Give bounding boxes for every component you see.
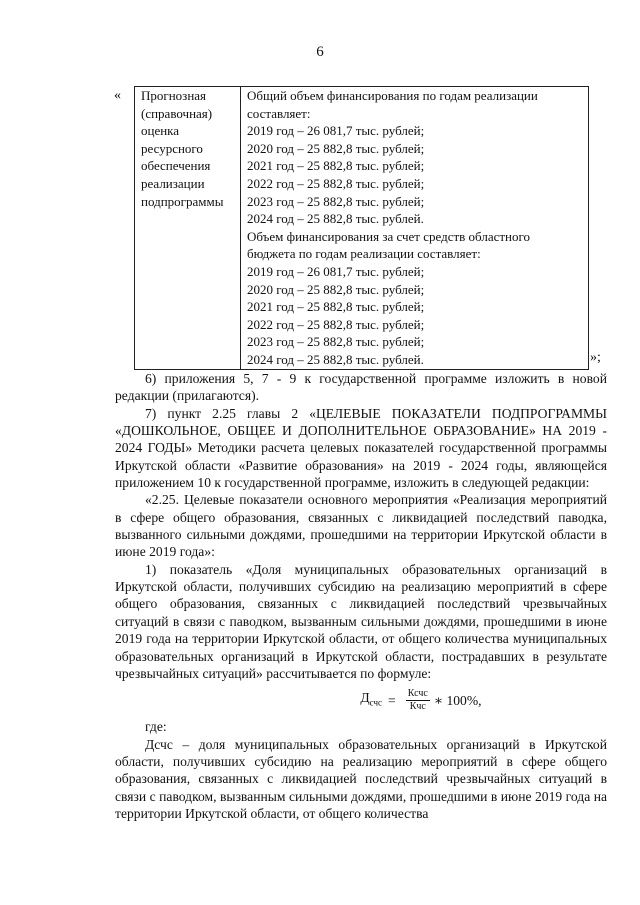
- document-body: [115, 370, 607, 822]
- formula-lhs: $Д_{счс}$: [360, 689, 383, 708]
- paragraph-item-6: 6) приложения 5, 7 - 9 к государственной программе изложить в новой редакции (прилагаются).: [115, 371, 607, 404]
- label-line: реализации: [141, 175, 205, 191]
- table-value-cell: [241, 87, 589, 370]
- closing-quote-mark: »;: [590, 350, 601, 365]
- page-number: 6: [316, 44, 324, 60]
- value-line: 2022 год – 25 882,8 тыс. рублей;: [247, 175, 425, 191]
- label-line: ресурсного: [141, 140, 203, 156]
- label-line: оценка: [141, 123, 180, 139]
- value-line: составляет:: [247, 105, 311, 121]
- value-line: 2024 год – 25 882,8 тыс. рублей.: [247, 211, 424, 227]
- value-line: 2020 год – 25 882,8 тыс. рублей;: [247, 281, 425, 297]
- resource-forecast-table: [134, 86, 589, 370]
- formula: [235, 682, 607, 718]
- formula-equals: =: [388, 692, 396, 708]
- value-line: 2024 год – 25 882,8 тыс. рублей.: [247, 351, 424, 367]
- formula-rhs: ∗ 100%,: [433, 692, 482, 708]
- value-line: 2019 год – 26 081,7 тыс. рублей;: [247, 123, 425, 139]
- paragraph-2-25: «2.25. Целевые показатели основного мероприятия «Реализация мероприятий в сфере общего образования, связанных с ликвидацией последствий паводка, вызванного сильными дождями, прошедшими на территории Иркутской области в июне 2019 года»:: [115, 492, 607, 560]
- paragraph-item-7: 7) пункт 2.25 главы 2 «ЦЕЛЕВЫЕ ПОКАЗАТЕЛИ ПОДПРОГРАММЫ «ДОШКОЛЬНОЕ, ОБЩЕЕ И ДОПОЛНИТЕЛЬНОЕ ОБРАЗОВАНИЕ» НА 2019 - 2024 ГОДЫ» Методики расчета целевых показателей государственной программы Иркутской области «Развитие образования» на 2019 - 2024 годы, являющейся приложением 10 к государственной программе, изложить в следующей редакции:: [115, 405, 607, 491]
- formula-denominator: Кчс: [409, 700, 426, 712]
- formula-numerator: Ксчс: [407, 687, 428, 699]
- value-line: Объем финансирования за счет средств областного: [247, 228, 531, 244]
- paragraph-indicator-1: 1) показатель «Доля муниципальных образовательных организаций в Иркутской области, получивших субсидию на реализацию мероприятий в сфере общего образования, связанных с ликвидацией последствий чрезвычайных ситуаций в связи с паводком, вызванным сильными дождями, прошедшими в июне 2019 года на территории Иркутской области, от общего количества муниципальных образовательных организаций в Иркутской области, пострадавших в результате чрезвычайных ситуаций» рассчитывается по формуле:: [115, 561, 607, 681]
- label-line: подпрограммы: [141, 193, 224, 209]
- opening-quote-mark: «: [114, 88, 121, 103]
- value-line: 2022 год – 25 882,8 тыс. рублей;: [247, 316, 425, 332]
- value-line: Общий объем финансирования по годам реализации: [247, 88, 538, 103]
- table-label-cell: [135, 87, 241, 370]
- value-line: 2023 год – 25 882,8 тыс. рублей;: [247, 193, 425, 209]
- value-line: 2021 год – 25 882,8 тыс. рублей;: [247, 299, 425, 315]
- value-line: бюджета по годам реализации составляет:: [247, 246, 481, 262]
- formula-fraction: [406, 688, 430, 713]
- paragraph-definition: Дсчс – доля муниципальных образовательных организаций в Иркутской области, получивших субсидию на реализацию мероприятий в сфере общего образования, связанных с ликвидацией последствий чрезвычайных ситуаций в связи с паводком, вызванным сильными дождями, прошедшими в июне 2019 года на территории Иркутской области, от общего количества: [115, 736, 607, 821]
- value-line: 2023 год – 25 882,8 тыс. рублей;: [247, 334, 425, 350]
- value-line: 2019 год – 26 081,7 тыс. рублей;: [247, 263, 425, 279]
- label-line: обеспечения: [141, 158, 211, 174]
- value-line: 2020 год – 25 882,8 тыс. рублей;: [247, 140, 425, 156]
- label-line: (справочная): [141, 105, 213, 121]
- label-line: Прогнозная: [141, 88, 207, 103]
- paragraph-where: где:: [145, 719, 167, 735]
- value-line: 2021 год – 25 882,8 тыс. рублей;: [247, 158, 425, 174]
- formula-lhs-subscript: счс: [369, 697, 383, 708]
